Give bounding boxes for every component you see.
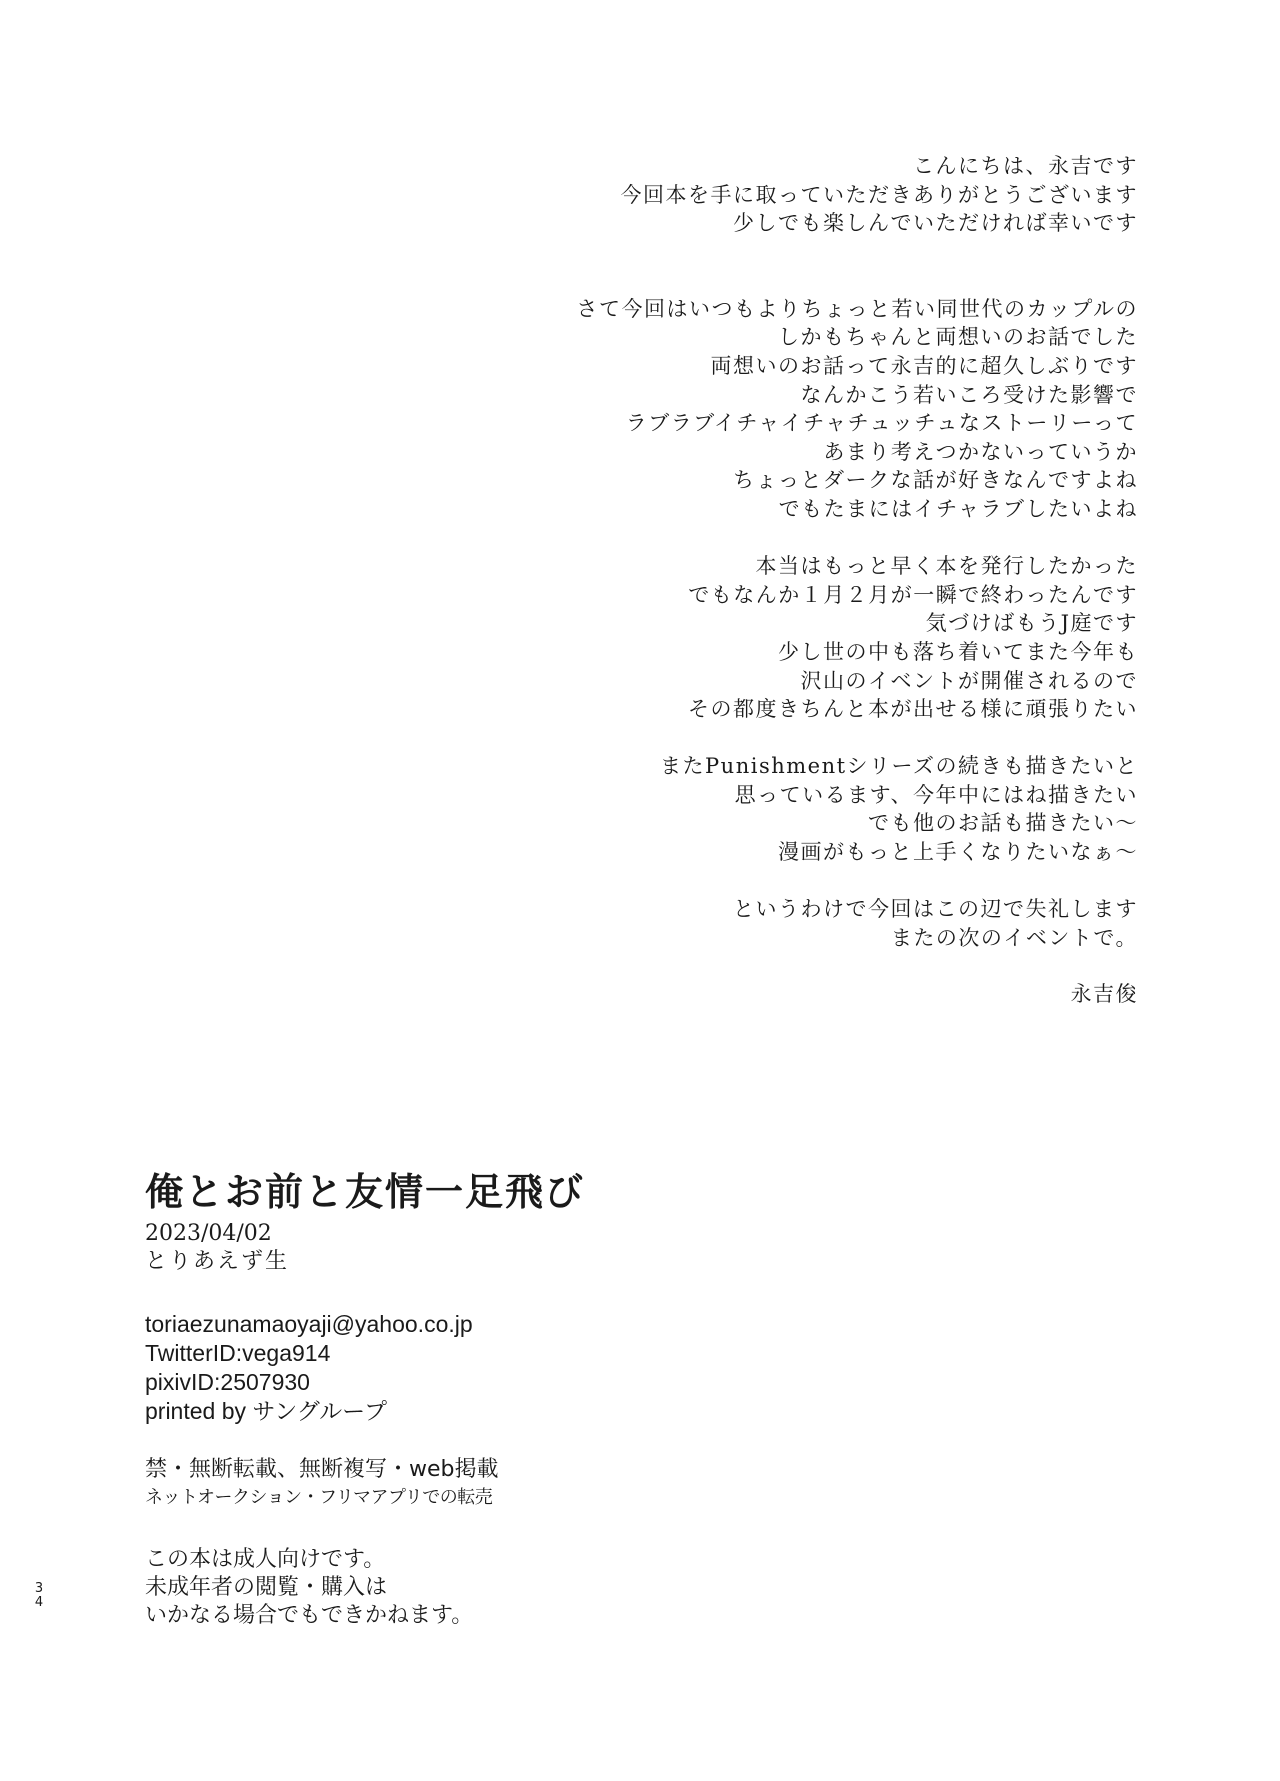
afterword-line: 今回本を手に取っていただきありがとうございます: [620, 182, 1138, 207]
afterword-line: その都度きちんと本が出せる様に頑張りたい: [688, 697, 1138, 722]
afterword-signature: 永吉俊: [1070, 982, 1138, 1007]
afterword-line: あまり考えつかないっていうか: [823, 439, 1138, 464]
afterword-line: ラブラブイチャイチャチュッチュなストーリーって: [625, 411, 1138, 436]
circle-name: とりあえず生: [145, 1249, 290, 1274]
afterword-line: 少しでも楽しんでいただければ幸いです: [733, 211, 1138, 236]
page-number-digit: 3: [34, 1581, 44, 1596]
notice-line: ネットオークション・フリマアプリでの転売: [145, 1487, 493, 1508]
publish-date: 2023/04/02: [145, 1221, 272, 1246]
pixiv-id: pixivID:2507930: [145, 1369, 310, 1395]
afterword-line: 沢山のイベントが開催されるので: [800, 668, 1138, 693]
paragraph-spacer: [378, 867, 1138, 896]
afterword-line: 両想いのお話って永吉的に超久しぶりです: [710, 353, 1138, 378]
afterword-paragraph-3: [378, 552, 1138, 724]
afterword-line: なんかこう若いころ受けた影響で: [800, 382, 1138, 407]
afterword-line: またPunishmentシリーズの続きも描きたいと: [660, 754, 1138, 779]
afterword-line: こんにちは、永吉です: [913, 154, 1138, 178]
adult-warning-line: いかなる場合でもできかねます。: [145, 1603, 474, 1628]
afterword-line: しかもちゃんと両想いのお話でした: [778, 325, 1138, 350]
afterword-line: またの次のイベントで。: [890, 925, 1138, 950]
afterword-paragraph-2: [378, 295, 1138, 524]
email-address: toriaezunamaoyaji@yahoo.co.jp: [145, 1311, 473, 1337]
afterword-line: 少し世の中も落ち着いてまた今年も: [778, 639, 1138, 664]
paragraph-spacer: [378, 524, 1138, 553]
adult-warning: [145, 1546, 845, 1630]
afterword-line: 漫画がもっと上手くなりたいなぁ～: [778, 840, 1138, 865]
afterword-paragraph-1: [378, 152, 1138, 238]
afterword-line: でもたまにはイチャラブしたいよね: [778, 496, 1138, 521]
colophon: [145, 1168, 845, 1630]
paragraph-spacer: [378, 724, 1138, 753]
page-number-digit: 4: [34, 1595, 44, 1610]
afterword-line: というわけで今回はこの辺で失礼します: [733, 897, 1138, 922]
afterword: [378, 152, 1138, 1009]
twitter-id: TwitterID:vega914: [145, 1340, 331, 1366]
afterword-line: 本当はもっと早く本を発行したかった: [755, 554, 1138, 579]
afterword-line: でも他のお話も描きたい～: [868, 811, 1138, 836]
book-title: 俺とお前と友情一足飛び: [145, 1170, 586, 1214]
page-number: [33, 1582, 45, 1610]
contact-info: [145, 1310, 845, 1426]
afterword-line: 思っているます、今年中にはね描きたい: [734, 782, 1138, 807]
printer-credit: printed by サングループ: [145, 1398, 387, 1424]
afterword-line: でもなんか１月２月が一瞬で終わったんです: [688, 582, 1138, 607]
adult-warning-line: この本は成人向けです。: [145, 1547, 386, 1572]
adult-warning-line: 未成年者の閲覧・購入は: [145, 1575, 388, 1600]
reproduction-notice: [145, 1456, 845, 1512]
afterword-line: さて今回はいつもよりちょっと若い同世代のカップルの: [576, 296, 1138, 321]
afterword-line: 気づけばもうJ庭です: [925, 611, 1138, 636]
afterword-paragraph-4: [378, 752, 1138, 866]
notice-line: 禁・無断転載、無断複写・web掲載: [145, 1457, 499, 1482]
afterword-paragraph-5: [378, 895, 1138, 952]
afterword-line: ちょっとダークな話が好きなんですよね: [733, 468, 1138, 493]
paragraph-spacer: [378, 238, 1138, 295]
